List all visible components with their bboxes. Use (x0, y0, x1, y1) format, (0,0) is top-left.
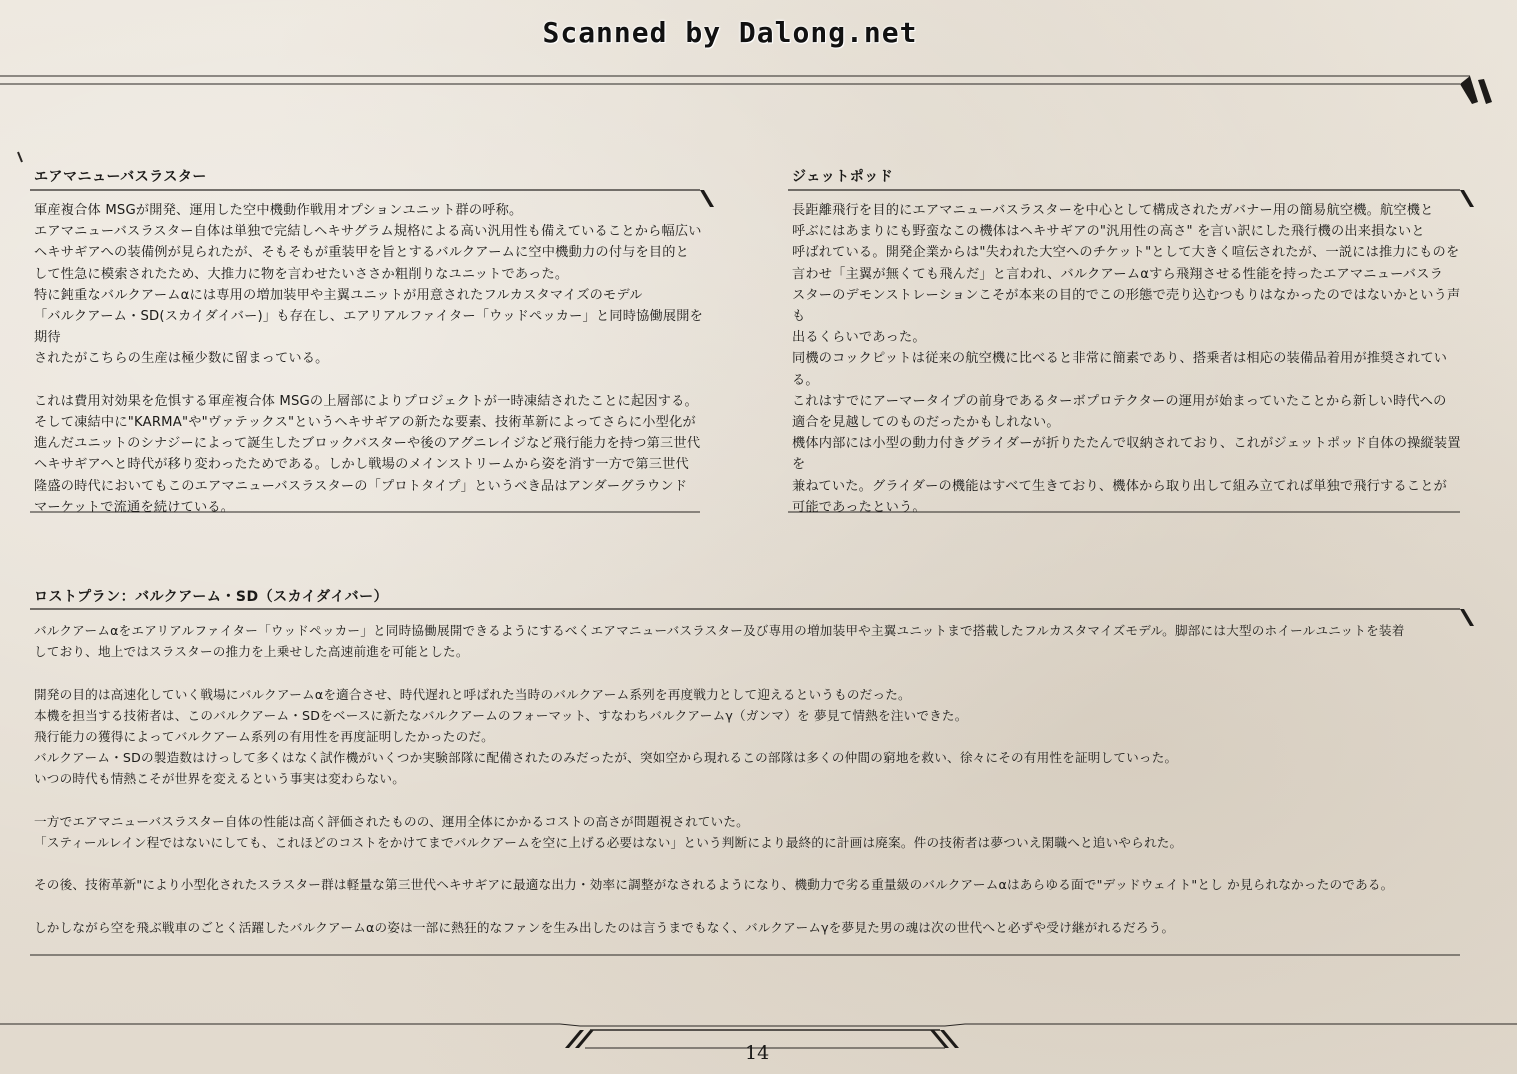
section-body-air-maneuver-thruster: 軍産複合体 MSGが開発、運用した空中機動作戦用オプションユニット群の呼称。 エアマニューバスラスター自体は単独で完結しヘキサグラム規格による高い汎用性も備えていることから幅広い ヘキサギアへの装備例が見られたが、そもそもが重装甲を旨とするバルクアームに空中機動力の付与を目的と して性急に模索されたため、大推力に物を言わせたいささか粗削りなユニットであった。 特に鈍重なバルクアームαには専用の増加装甲や主翼ユニットが用意されたフルカスタマイズのモデル 「バルクアーム・SD(スカイダイバー)」も存在し、エアリアルファイター「ウッドペッカー」と同時協働展開を期待 されたがこちらの生産は極少数に留まっている。 これは費用対効果を危惧する軍産複合体 MSGの上層部によりプロジェクトが一時凍結されたことに起因する。 そして凍結中に"KARMA"や"ヴァテックス"というヘキサギアの新たな要素、技術革新によってさらに小型化が 進んだユニットのシナジーによって誕生したブロックバスターや後のアグニレイジなど飛行能力を持つ第三世代 ヘキサギアへと時代が移り変わったためである。しかし戦場のメインストリームから姿を消す一方で第三世代 隆盛の時代においてもこのエアマニューバスラスターの「プロトタイプ」というべき品はアンダーグラウンド マーケットで流通を続けている。 (34, 203, 704, 515)
section-title-air-maneuver-thruster: エアマニューバスラスター (34, 169, 207, 185)
section-title-lost-plan: ロストプラン：バルクアーム・SD（スカイダイバー） (34, 589, 389, 605)
section-body-lost-plan: バルクアームαをエアリアルファイター「ウッドペッカー」と同時協働展開できるようにするべくエアマニューバスラスター及び専用の増加装甲や主翼ユニットまで搭載したフルカスタマイズモデル。脚部には大型のホイールユニットを装着 しており、地上ではスラスターの推力を上乗せした高速前進を可能とした。 開発の目的は高速化していく戦場にバルクアームαを適合させ、時代遅れと呼ばれた当時のバルクアーム系列を再度戦力として迎えるというものだった。 本機を担当する技術者は、このバルクアーム・SDをベースに新たなバルクアームのフォーマット、すなわちバルクアームγ（ガンマ）を 夢見て情熱を注いできた。 飛行能力の獲得によってバルクアーム系列の有用性を再度証明したかったのだ。 バルクアーム・SDの製造数はけっして多くはなく試作機がいくつか実験部隊に配備されたのみだったが、突如空から現れるこの部隊は多くの仲間の窮地を救い、徐々にその有用性を証明していった。 いつの時代も情熱こそが世界を変えるという事実は変わらない。 一方でエアマニューバスラスター自体の性能は高く評価されたものの、運用全体にかかるコストの高さが問題視されていた。 「スティールレイン程ではないにしても、これほどのコストをかけてまでバルクアームを空に上げる必要はない」という判断により最終的に計画は廃案。件の技術者は夢ついえ閑職へと追いやられた。 その後、技術革新"により小型化されたスラスター群は軽量な第三世代ヘキサギアに最適な出力・効率に調整がなされるようになり、機動力で劣る重量級のバルクアームαはあらゆる面で"デッドウェイト"とし か見られなかったのである。 しかしながら空を飛ぶ戦車のごとく活躍したバルクアームαの姿は一部に熱狂的なファンを生み出したのは言うまでもなく、バルクアームγを夢見た男の魂は次の世代へと必ずや受け継がれるだろう。 (34, 623, 1405, 935)
section-title-jet-pod: ジェットポッド (792, 169, 894, 185)
watermark: Scanned by Dalong.net (542, 16, 918, 49)
section-body-jet-pod: 長距離飛行を目的にエアマニューバスラスターを中心として構成されたガバナー用の簡易航空機。航空機と 呼ぶにはあまりにも野蛮なこの機体はヘキサギアの"汎用性の高さ" を言い訳にした飛行機の出来損ないと 呼ばれている。開発企業からは"失われた大空へのチケット"として大きく喧伝されたが、一説には推力にものを 言わせ「主翼が無くても飛んだ」と言われ、バルクアームαすら飛翔させる性能を持ったエアマニューバスラ スターのデモンストレーションこそが本来の目的でこの形態で売り込むつもりはなかったのではないかという声も 出るくらいであった。 同機のコックピットは従来の航空機に比べると非常に簡素であり、搭乗者は相応の装備品着用が推奨されている。 これはすでにアーマータイプの前身であるターボプロテクターの運用が始まっていたことから新しい時代への 適合を見越してのものだったかもしれない。 機体内部には小型の動力付きグライダーが折りたたんで収納されており、これがジェットポッド自体の操縦装置を 兼ねていた。グライダーの機能はすべて生きており、機体から取り出して組み立てれば単独で飛行することが 可能であったという。 (792, 203, 1461, 515)
page-number: 14 (745, 1042, 770, 1064)
